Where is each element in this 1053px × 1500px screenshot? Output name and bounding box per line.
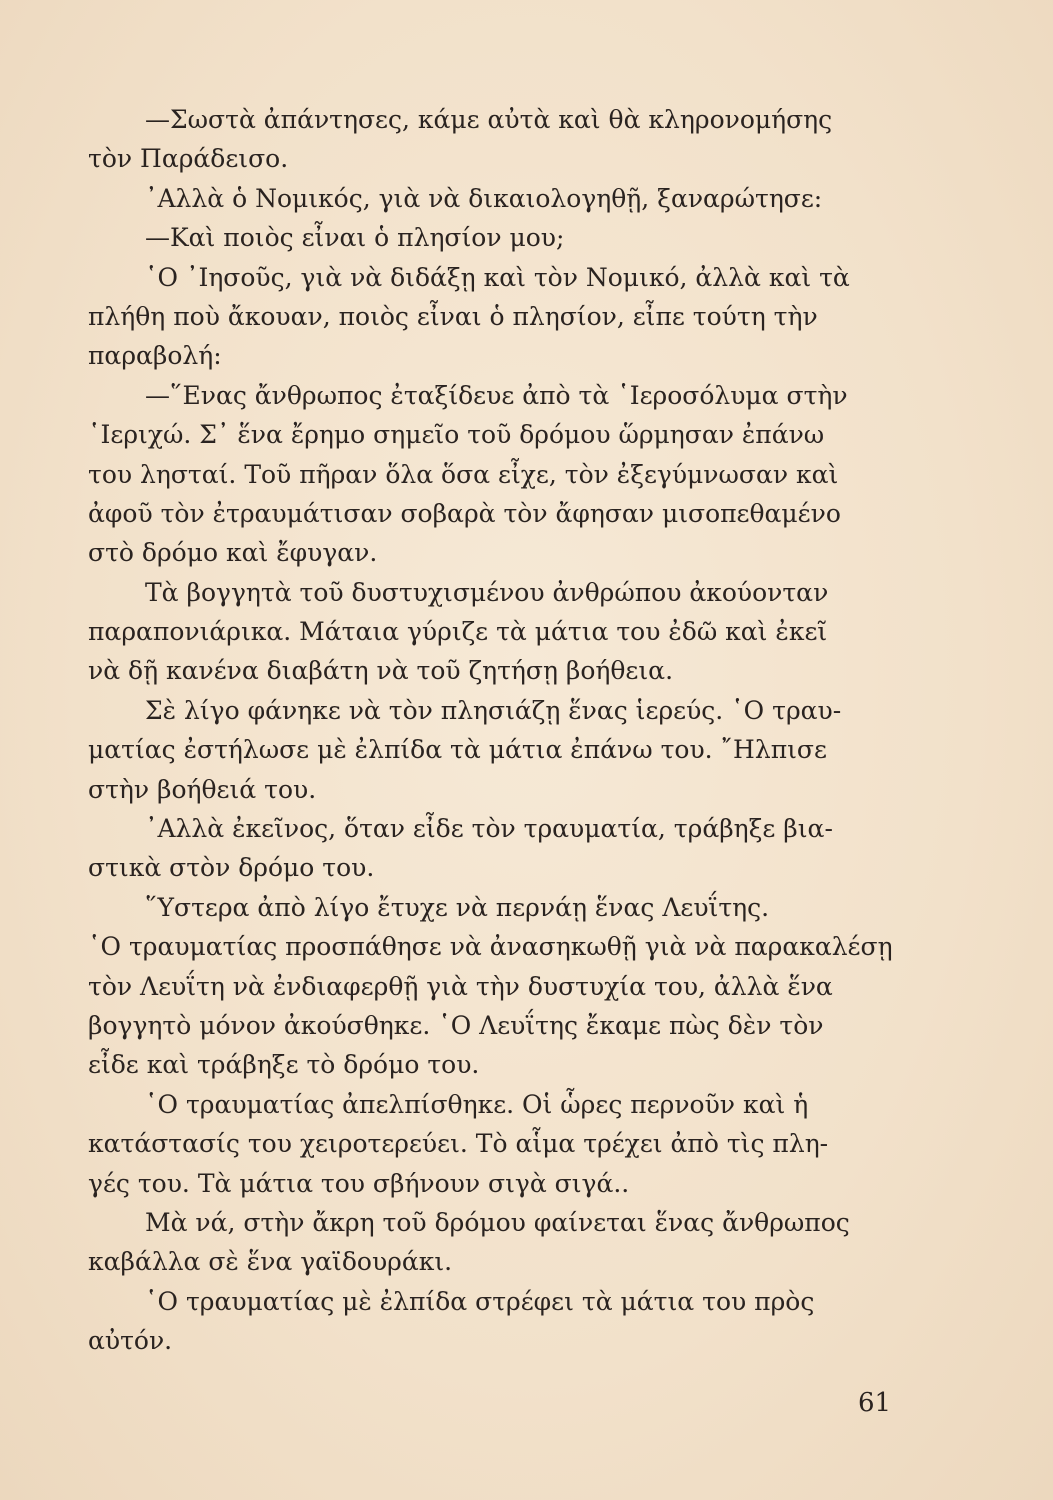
text-line: τὸν Λευΐτη νὰ ἐνδιαφερθῇ γιὰ τὴν δυστυχία του, ἀλλὰ ἕνα	[88, 971, 833, 1001]
text-line: πλήθη ποὺ ἄκουαν, ποιὸς εἶναι ὁ πλησίον, εἶπε τούτη τὴν	[88, 301, 818, 331]
page-number: 61	[858, 1388, 892, 1418]
text-line: ᾿Αλλὰ ὁ Νομικός, γιὰ νὰ δικαιολογηθῇ, ξαναρώτησε:	[145, 183, 823, 213]
text-line: ῞Υστερα ἀπὸ λίγο ἔτυχε νὰ περνάῃ ἕνας Λευΐτης.	[145, 892, 770, 922]
text-line: ἀφοῦ τὸν ἐτραυμάτισαν σοβαρὰ τὸν ἄφησαν μισοπεθαμένο	[88, 498, 841, 528]
text-line: ῾Ο τραυματίας μὲ ἐλπίδα στρέφει τὰ μάτια του πρὸς	[145, 1286, 815, 1316]
text-line: Μὰ νά, στὴν ἄκρη τοῦ δρόμου φαίνεται ἕνας ἄνθρωπος	[145, 1207, 850, 1237]
page-body-text	[88, 100, 893, 1361]
text-line: ᾿Αλλὰ ἐκεῖνος, ὅταν εἶδε τὸν τραυματία, τράβηξε βια-	[145, 814, 833, 844]
text-line: τὸν Παράδεισο.	[88, 144, 289, 174]
text-line: παραπονιάρικα. Μάταια γύριζε τὰ μάτια του ἐδῶ καὶ ἐκεῖ	[88, 617, 828, 647]
text-line: στὸ δρόμο καὶ ἔφυγαν.	[88, 538, 378, 568]
text-line: γές του. Τὰ μάτια του σβήνουν σιγὰ σιγά..	[88, 1168, 630, 1198]
text-line: ματίας ἐστήλωσε μὲ ἐλπίδα τὰ μάτια ἐπάνω του. ῎Ηλπισε	[88, 735, 827, 765]
text-line: Τὰ βογγητὰ τοῦ δυστυχισμένου ἀνθρώπου ἀκούονταν	[145, 577, 829, 607]
text-line: —Καὶ ποιὸς εἶναι ὁ πλησίον μου;	[145, 223, 565, 253]
text-line: —῞Ενας ἄνθρωπος ἐταξίδευε ἀπὸ τὰ ῾Ιεροσόλυμα στὴν	[145, 380, 848, 410]
text-line: ῾Ο ᾿Ιησοῦς, γιὰ νὰ διδάξῃ καὶ τὸν Νομικό, ἀλλὰ καὶ τὰ	[145, 262, 850, 292]
text-line: νὰ δῇ κανένα διαβάτη νὰ τοῦ ζητήσῃ βοήθεια.	[88, 656, 674, 686]
text-line: ῾Ο τραυματίας ἀπελπίσθηκε. Οἱ ὧρες περνοῦν καὶ ἡ	[145, 1089, 809, 1119]
text-line: στὴν βοήθειά του.	[88, 774, 317, 804]
text-line: παραβολή:	[88, 341, 222, 371]
text-line: ῾Ιεριχώ. Σ᾿ ἕνα ἔρημο σημεῖο τοῦ δρόμου ὥρμησαν ἐπάνω	[88, 420, 825, 450]
text-line: καβάλλα σὲ ἕνα γαϊδουράκι.	[88, 1247, 453, 1277]
text-line: ῾Ο τραυματίας προσπάθησε νὰ ἀνασηκωθῇ γιὰ νὰ παρακαλέσῃ	[88, 932, 893, 962]
text-line: αὐτόν.	[88, 1326, 173, 1356]
text-line: κατάστασίς του χειροτερεύει. Τὸ αἷμα τρέχει ἀπὸ τὶς πλη-	[88, 1129, 829, 1159]
text-line: στικὰ στὸν δρόμο του.	[88, 853, 375, 883]
text-line: —Σωστὰ ἀπάντησες, κάμε αὐτὰ καὶ θὰ κληρονομήσης	[145, 105, 833, 134]
text-line: Σὲ λίγο φάνηκε νὰ τὸν πλησιάζῃ ἕνας ἱερεύς. ῾Ο τραυ-	[145, 695, 842, 725]
text-line: βογγητὸ μόνον ἀκούσθηκε. ῾Ο Λευΐτης ἔκαμε πὼς δὲν τὸν	[88, 1010, 824, 1040]
text-line: του λησταί. Τοῦ πῆραν ὅλα ὅσα εἶχε, τὸν ἐξεγύμνωσαν καὶ	[88, 459, 839, 489]
text-line: εἶδε καὶ τράβηξε τὸ δρόμο του.	[88, 1050, 480, 1080]
